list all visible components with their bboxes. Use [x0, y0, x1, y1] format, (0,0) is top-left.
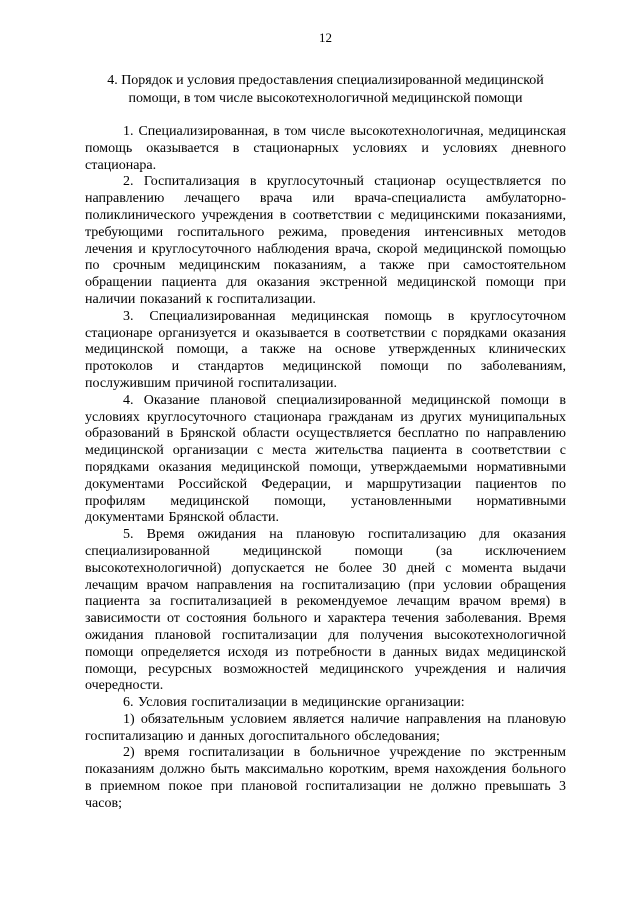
paragraph-6: 6. Условия госпитализации в медицинские организации:	[123, 695, 465, 711]
paragraph-5: 5. Время ожидания на плановую госпитализацию для оказания специализированной медицинской помощи (за исключением высокотехнологичной) допускается не более 30 дней с момента выдачи лечащим врачом направления на госпитализацию (при условии обращения пациента за госпитализацией в рекомендуемое лечащим врачом время) в зависимости от состояния больного и характера течения заболевания. Время ожидания плановой госпитализации для получения высокотехнологичной помощи определяется исходя из потребности в данных видах медицинской помощи, ресурсных возможностей медицинского учреждения и наличия очередности.	[85, 527, 566, 694]
paragraph-8: 2) время госпитализации в больничное учреждение по экстренным показаниям должно быть максимально коротким, время нахождения больного в приемном покое при плановой госпитализации не должно превышать 3 часов;	[85, 745, 566, 811]
paragraph-3: 3. Специализированная медицинская помощь в круглосуточном стационаре организуется и оказывается в соответствии с порядками оказания медицинской помощи, а также на основе утвержденных клинических протоколов и стандартов медицинской помощи по заболеваниям, послужившим причиной госпитализации.	[85, 308, 566, 391]
paragraph-4: 4. Оказание плановой специализированной медицинской помощи в условиях круглосуточного стационара гражданам из других муниципальных образований в Брянской области осуществляется бесплатно по направлению медицинской организации с места жительства пациента в соответствии с порядками оказания медицинской помощи, утверждаемыми нормативными документами Российской Федерации, и маршрутизации пациентов по профилям медицинской помощи, установленными нормативными документами Брянской области.	[85, 392, 566, 526]
section-heading: 4. Порядок и условия предоставления специализированной медицинской помощи, в том числе высокотехнологичной медицинской помощи	[107, 73, 544, 106]
paragraph-2: 2. Госпитализация в круглосуточный стационар осуществляется по направлению лечащего врача или врача-специалиста амбулаторно-поликлинического учреждения в соответствии с медицинскими показаниями, требующими госпитального режима, проведения интенсивных методов лечения и круглосуточного наблюдения врача, скорой медицинской помощью по срочным медицинским показаниям, а также при самостоятельном обращении пациента для оказания экстренной медицинской помощи при наличии показаний к госпитализации.	[85, 174, 566, 307]
document-body	[85, 124, 566, 813]
paragraph-1: 1. Специализированная, в том числе высокотехнологичная, медицинская помощь оказывается в стационарных условиях и условиях дневного стационара.	[85, 124, 566, 173]
page-number: 12	[319, 30, 332, 45]
paragraph-7: 1) обязательным условием является наличие направления на плановую госпитализацию и данных догоспитального обследования;	[85, 711, 566, 744]
